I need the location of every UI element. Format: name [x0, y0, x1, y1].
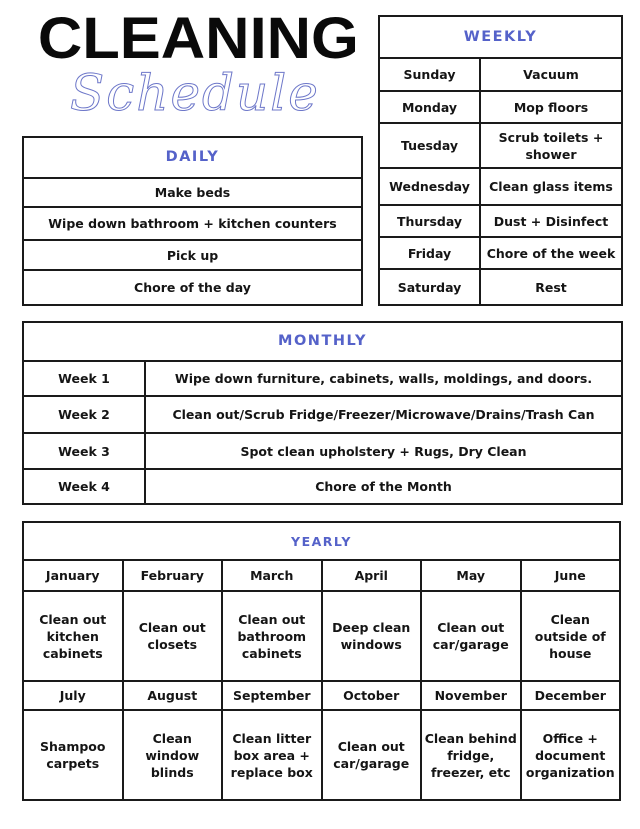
weekly-day: Thursday — [379, 205, 480, 237]
weekly-heading: WEEKLY — [379, 16, 622, 58]
yearly-month: January — [23, 560, 123, 591]
yearly-month: July — [23, 681, 123, 710]
daily-table — [22, 136, 363, 306]
yearly-task: Clean out car/garage — [421, 591, 521, 681]
monthly-week: Week 1 — [23, 361, 145, 396]
weekly-day: Monday — [379, 91, 480, 123]
monthly-task: Spot clean upholstery + Rugs, Dry Clean — [145, 433, 622, 469]
daily-heading: DAILY — [23, 137, 362, 178]
yearly-task: Deep clean windows — [322, 591, 422, 681]
yearly-month: December — [521, 681, 621, 710]
yearly-task: Shampoo carpets — [23, 710, 123, 800]
weekly-table — [378, 15, 623, 306]
yearly-month: August — [123, 681, 223, 710]
page-title: CLEANING — [37, 6, 359, 71]
daily-item: Wipe down bathroom + kitchen counters — [23, 207, 362, 240]
weekly-day: Saturday — [379, 269, 480, 305]
yearly-month: March — [222, 560, 322, 591]
yearly-month: April — [322, 560, 422, 591]
monthly-table — [22, 321, 623, 505]
page-subtitle: Schedule — [70, 64, 320, 122]
yearly-month: October — [322, 681, 422, 710]
yearly-task: Clean out closets — [123, 591, 223, 681]
yearly-month: May — [421, 560, 521, 591]
yearly-task: Office + document organization — [521, 710, 621, 800]
monthly-heading: MONTHLY — [23, 322, 622, 361]
daily-item: Chore of the day — [23, 270, 362, 305]
monthly-week: Week 3 — [23, 433, 145, 469]
monthly-task: Wipe down furniture, cabinets, walls, moldings, and doors. — [145, 361, 622, 396]
weekly-task: Scrub toilets + shower — [480, 123, 622, 168]
weekly-task: Dust + Disinfect — [480, 205, 622, 237]
monthly-week: Week 2 — [23, 396, 145, 433]
monthly-task: Chore of the Month — [145, 469, 622, 504]
yearly-month: June — [521, 560, 621, 591]
weekly-day: Friday — [379, 237, 480, 269]
yearly-task: Clean litter box area + replace box — [222, 710, 322, 800]
weekly-task: Chore of the week — [480, 237, 622, 269]
weekly-task: Rest — [480, 269, 622, 305]
daily-item: Make beds — [23, 178, 362, 207]
weekly-day: Wednesday — [379, 168, 480, 205]
daily-item: Pick up — [23, 240, 362, 270]
yearly-month: September — [222, 681, 322, 710]
monthly-task: Clean out/Scrub Fridge/Freezer/Microwave/Drains/Trash Can — [145, 396, 622, 433]
yearly-month: February — [123, 560, 223, 591]
weekly-task: Vacuum — [480, 58, 622, 91]
yearly-task: Clean out bathroom cabinets — [222, 591, 322, 681]
yearly-task: Clean window blinds — [123, 710, 223, 800]
yearly-task: Clean out kitchen cabinets — [23, 591, 123, 681]
yearly-task: Clean out car/garage — [322, 710, 422, 800]
weekly-task: Mop floors — [480, 91, 622, 123]
weekly-task: Clean glass items — [480, 168, 622, 205]
yearly-task: Clean outside of house — [521, 591, 621, 681]
yearly-table — [22, 521, 621, 801]
yearly-month: November — [421, 681, 521, 710]
weekly-day: Tuesday — [379, 123, 480, 168]
yearly-heading: YEARLY — [23, 522, 620, 560]
weekly-day: Sunday — [379, 58, 480, 91]
yearly-task: Clean behind fridge, freezer, etc — [421, 710, 521, 800]
monthly-week: Week 4 — [23, 469, 145, 504]
